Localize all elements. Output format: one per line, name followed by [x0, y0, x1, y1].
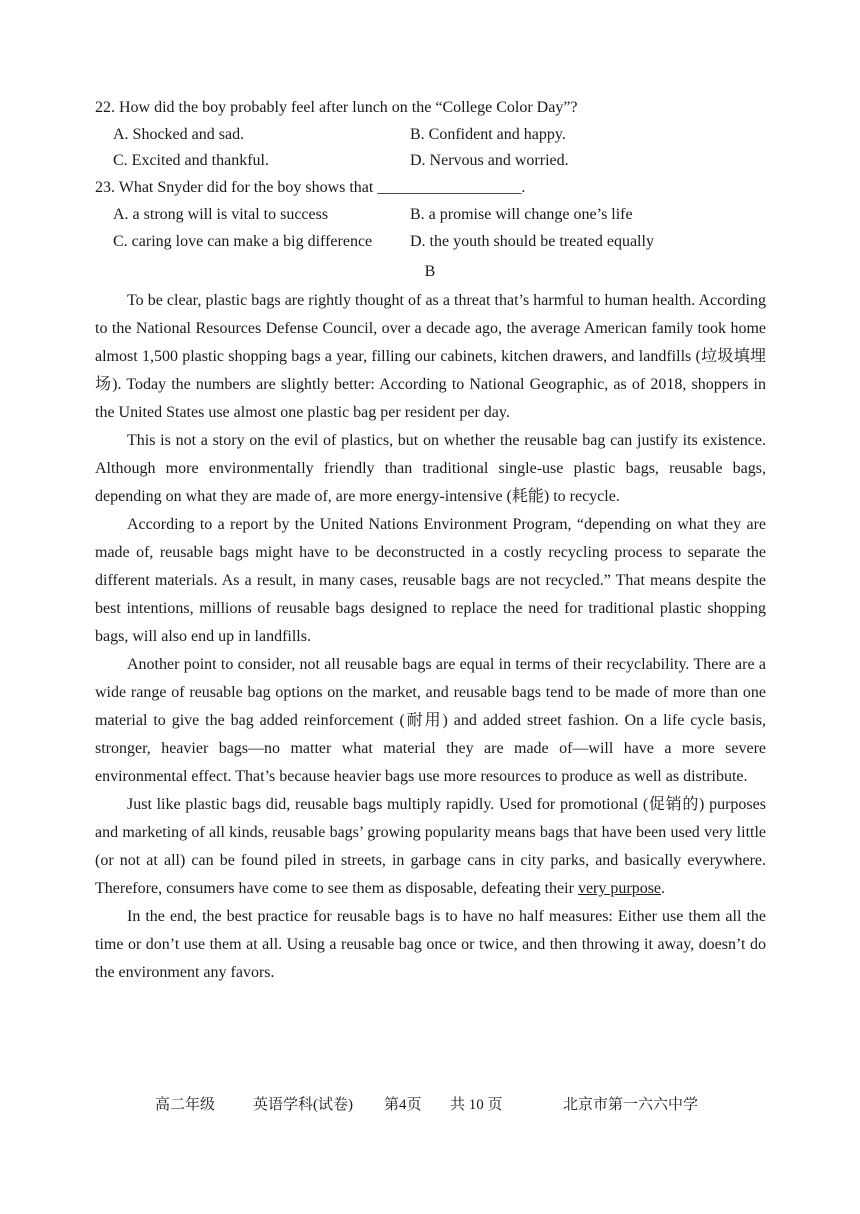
question-22-option-d: D. Nervous and worried.	[410, 152, 569, 169]
question-23-option-b: B. a promise will change one’s life	[410, 206, 633, 223]
passage-paragraph-2: This is not a story on the evil of plastics, but on whether the reusable bag can justify its existence. Although more environmentally friendly than traditional single-use plastic bags, reusable bags, depending on what they are made of, are more energy-intensive (耗能) to recycle.	[95, 432, 766, 505]
passage-paragraph-4: Another point to consider, not all reusable bags are equal in terms of their recyclability. There are a wide range of reusable bag options on the market, and reusable bags tend to be made of more than one material to give the bag added reinforcement (耐用) and added street fashion. On a life cycle basis, stronger, heavier bags—no matter what material they are made of—will have a more severe environmental effect. That’s because heavier bags use more resources to produce as well as distribute.	[95, 656, 766, 785]
reading-passage	[95, 287, 766, 987]
question-22-option-b: B. Confident and happy.	[410, 126, 566, 143]
question-23-option-c: C. caring love can make a big difference	[113, 233, 373, 250]
question-22-stem: 22. How did the boy probably feel after lunch on the “College Color Day”?	[95, 99, 578, 116]
footer-subject: 英语学科(试卷)	[253, 1097, 353, 1113]
passage-paragraph-6: In the end, the best practice for reusable bags is to have no half measures: Either use them all the time or don’t use them at all. Using a reusable bag once or twice, and then throwing it away, doesn’t do the environment any favors.	[95, 908, 766, 981]
underlined-phrase: very purpose	[577, 880, 662, 897]
question-22-option-c: C. Excited and thankful.	[113, 152, 269, 169]
footer-school: 北京市第一六六中学	[563, 1097, 699, 1113]
footer-grade: 高二年级	[155, 1097, 216, 1113]
question-23-option-d: D. the youth should be treated equally	[410, 233, 654, 250]
paragraph-5-text: Just like plastic bags did, reusable bags multiply rapidly. Used for promotional (促销的) purposes and marketing of all kinds, reusable bags’ growing popularity means bags that have been used very little (or not at all) can be found piled in streets, in garbage cans in city parks, and basically everywhere. Therefore, consumers have come to see them as disposable, defeating their	[95, 796, 766, 897]
passage-paragraph-1: To be clear, plastic bags are rightly thought of as a threat that’s harmful to human health. According to the National Resources Defense Council, over a decade ago, the average American family took home almost 1,500 plastic shopping bags a year, filling our cabinets, kitchen drawers, and landfills (垃圾填埋场). Today the numbers are slightly better: According to National Geographic, as of 2018, shoppers in the United States use almost one plastic bag per resident per day.	[95, 292, 766, 421]
question-23-stem: 23. What Snyder did for the boy shows that __________________.	[95, 179, 526, 196]
paragraph-5-end: .	[661, 880, 666, 897]
question-23-option-a: A. a strong will is vital to success	[113, 206, 329, 223]
section-label: B	[424, 263, 436, 280]
question-22-option-a: A. Shocked and sad.	[113, 126, 245, 143]
footer-total-pages: 共 10 页	[450, 1097, 503, 1113]
footer-page-number: 第4页	[384, 1097, 422, 1113]
passage-paragraph-5	[95, 791, 766, 903]
passage-paragraph-3: According to a report by the United Nations Environment Program, “depending on what they are made of, reusable bags might have to be deconstructed in a costly recycling process to separate the different materials. As a result, in many cases, reusable bags are not recycled.” That means despite the best intentions, millions of reusable bags designed to replace the need for traditional plastic shopping bags, will also end up in landfills.	[95, 516, 766, 645]
